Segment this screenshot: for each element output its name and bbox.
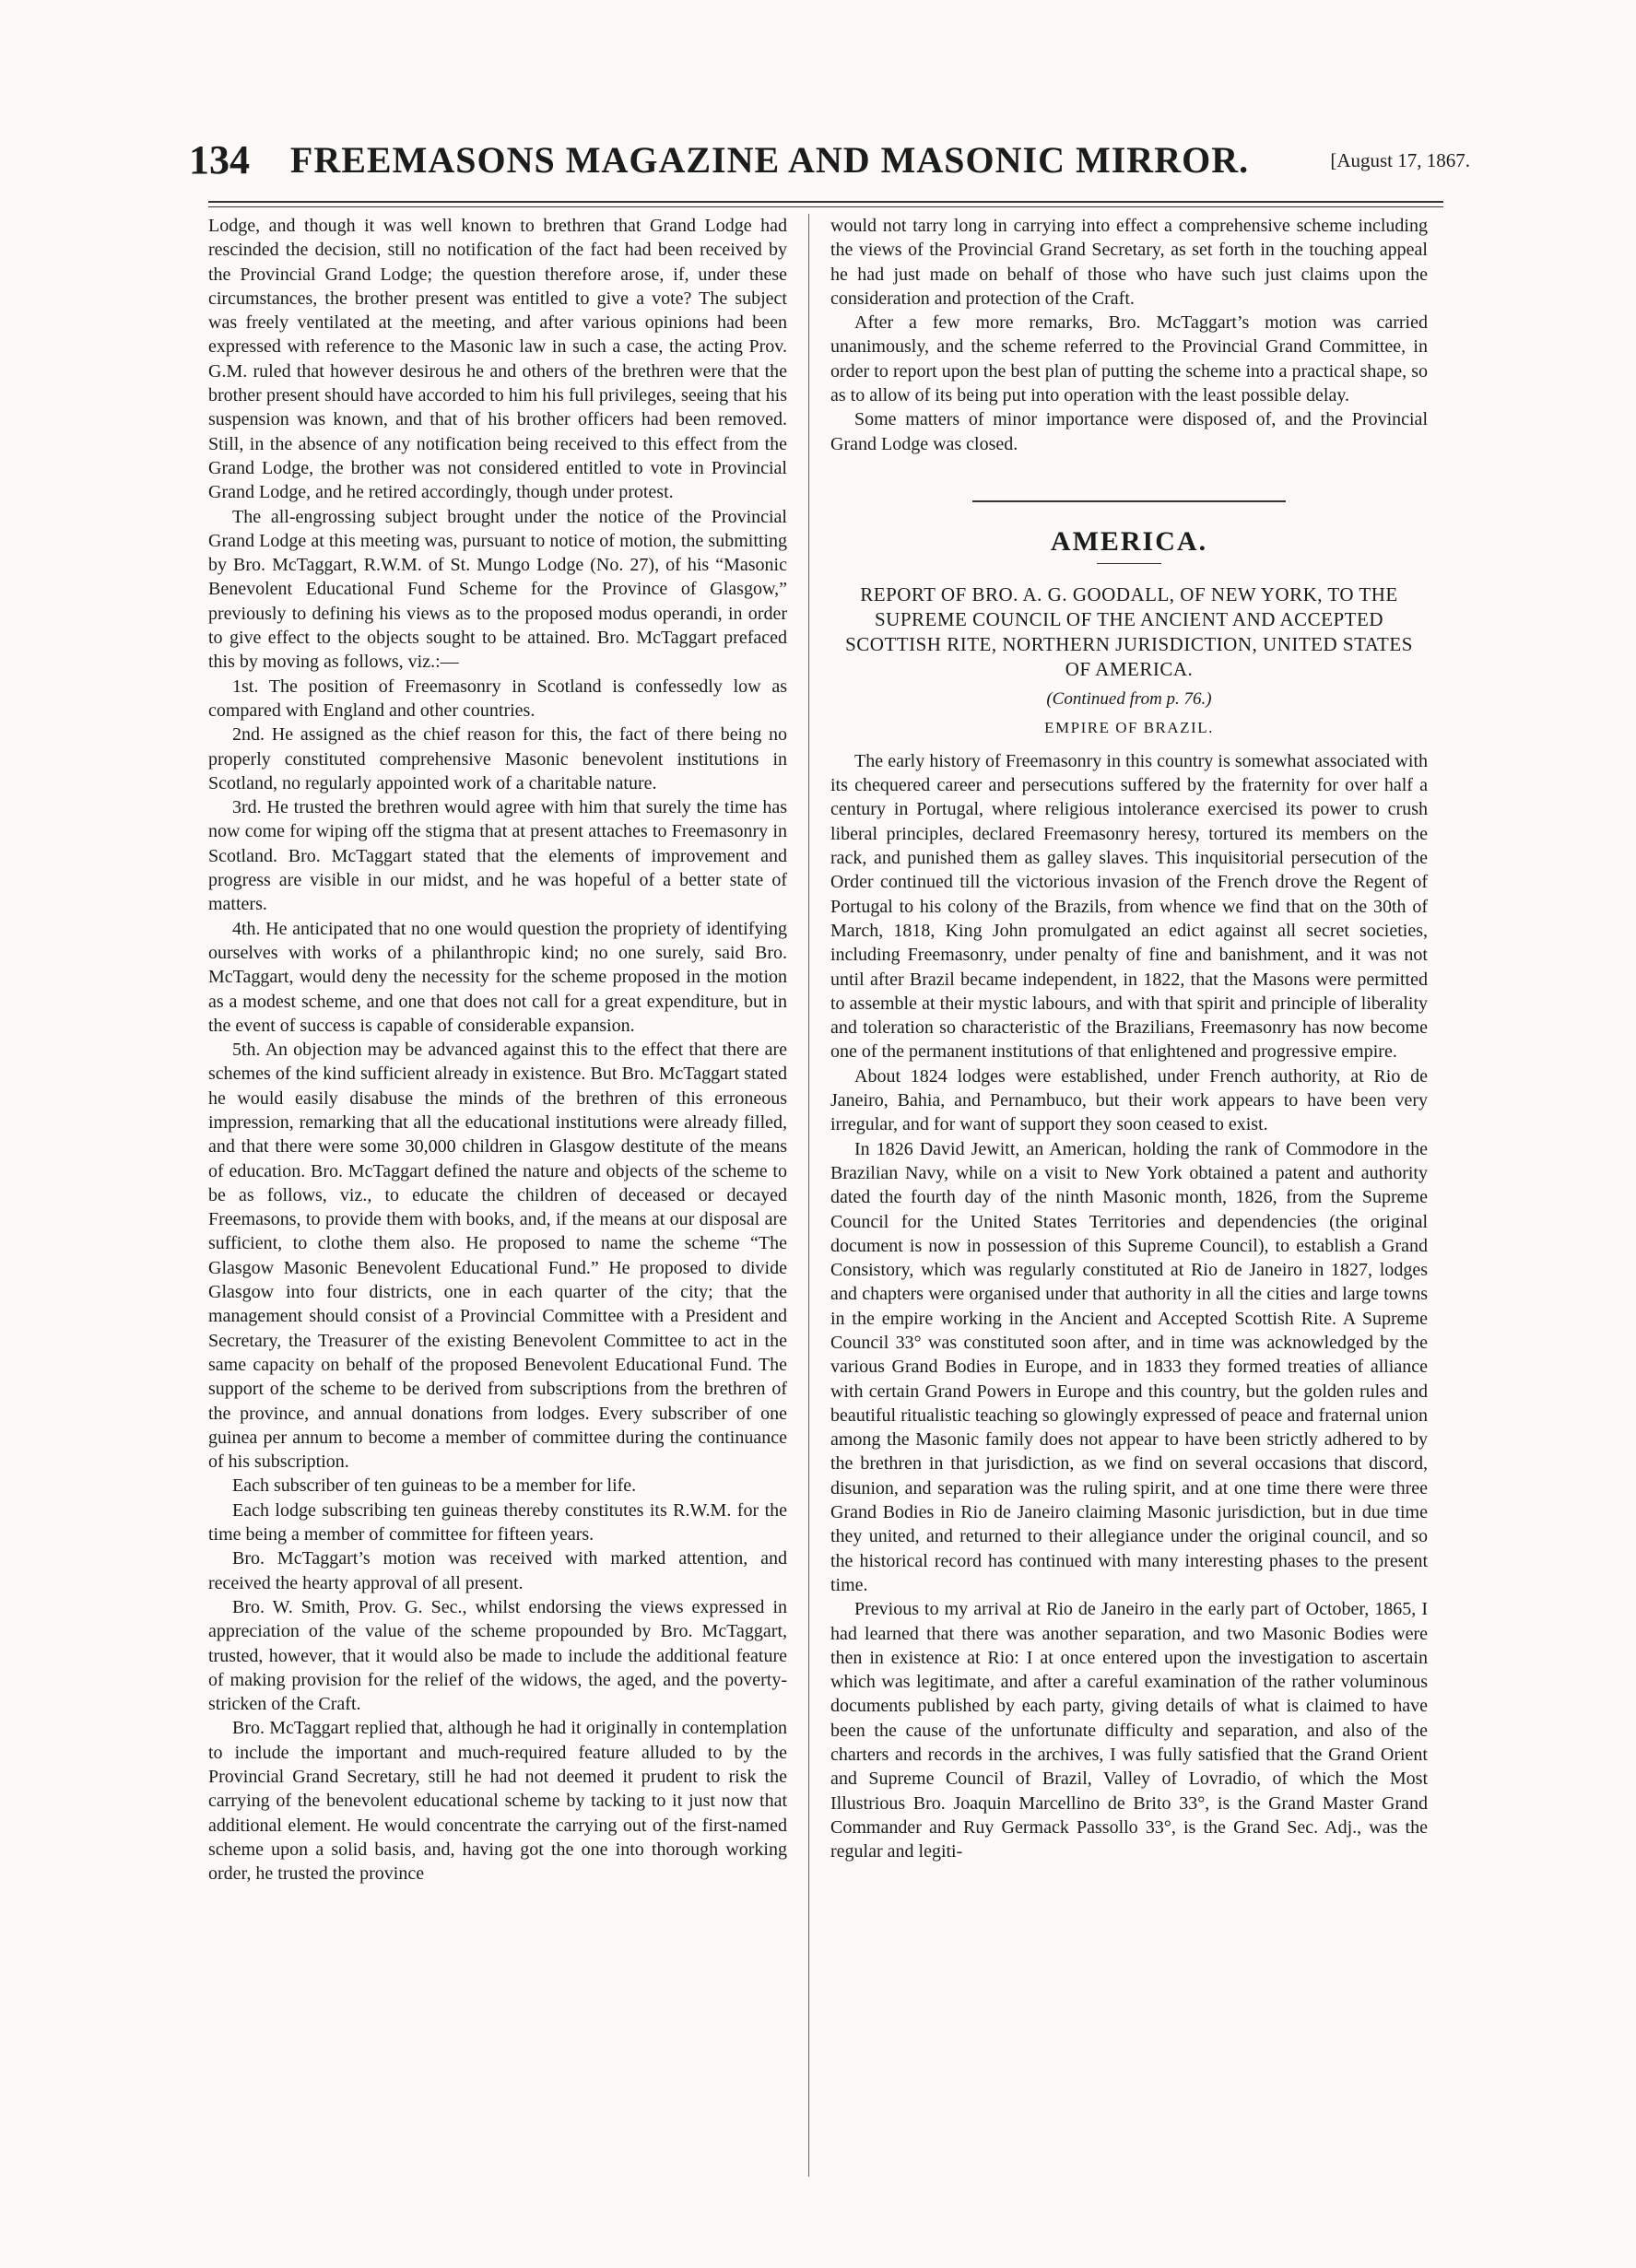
section-underline: [1097, 563, 1161, 564]
paragraph: Previous to my arrival at Rio de Janeiro in the early part of October, 1865, I had learned that there was another separation, and two Masonic Bodies were then in existence at Rio: I at once entered upon the investigation to ascertain which was legitimate, and after a careful examination of the rather voluminous documents published by each party, giving details of what is claimed to have been the cause of the unfortunate difficulty and separation, and also of the charters and records in the archives, I was fully satisfied that the Grand Orient and Supreme Council of Brazil, Valley of Lovradio, of which the Most Illustrious Bro. Joaquin Marcellino de Brito 33°, is the Grand Master Grand Commander and Ruy Germack Passollo 33°, is the Grand Sec. Adj., was the regular and legiti-: [830, 1599, 1428, 1863]
continuation-note: (Continued from p. 76.): [1046, 689, 1212, 710]
paragraph: 2nd. He assigned as the chief reason for this, the fact of there being no properly constituted comprehensive Masonic benevolent institutions in Scotland, no regularly appointed work of a charitable nature.: [208, 724, 787, 793]
paragraph: would not tarry long in carrying into effect a comprehensive scheme including the views of the Provincial Grand Secretary, as set forth in the touching appeal he had just made on behalf of those who have such just claims upon the consideration and protection of the Craft.: [830, 216, 1428, 309]
header-rule-thin: [208, 206, 1443, 207]
paragraph: Each lodge subscribing ten guineas thereby constitutes its R.W.M. for the time being a member of committee for fifteen years.: [208, 1499, 787, 1545]
page-number: 134: [189, 137, 250, 182]
paragraph: In 1826 David Jewitt, an American, holding the rank of Commodore in the Brazilian Navy, while on a visit to New York obtained a patent and authority dated the fourth day of the ninth Masonic month, 1826, from the Supreme Council for the United States Territories and dependencies (the original document is now in possession of this Supreme Council), to establish a Grand Consistory, which was regularly constituted at Rio de Janeiro in 1827, lodges and chapters were organised under that authority in all the cities and large towns in the empire working in the Ancient and Accepted Scottish Rite. A Supreme Council 33° was constituted soon after, and in time was acknowledged by the various Grand Bodies in Europe, and in 1833 they formed treaties of alliance with certain Grand Powers in Europe and this country, but the golden rules and beautiful ritualistic teaching so glowingly expressed of peace and fraternal union among the Masonic family does not appear to have been strictly adhered to by the brethren in that jurisdiction, as we find on several occasions that discord, disunion, and separation was the ruling spirit, and at one time there were three Grand Bodies in Rio de Janeiro claiming Masonic jurisdiction, but in due time they united, and returned to their allegiance under the original council, and so the historical record has continued with many interesting phases to the present time.: [830, 1138, 1428, 1595]
paragraph: After a few more remarks, Bro. McTaggart’s motion was carried unanimously, and the scheme referred to the Provincial Grand Committee, in order to report upon the best plan of putting the scheme into a practical shape, so as to allow of its being put into operation with the least possible delay.: [830, 312, 1428, 406]
page-header: [189, 136, 1470, 192]
paragraph: Each subscriber of ten guineas to be a member for life.: [232, 1475, 637, 1497]
paragraph: Lodge, and though it was well known to brethren that Grand Lodge had rescinded the decision, still no notification of the fact had been received by the Provincial Grand Lodge; the question therefore arose, if, under these circumstances, the brother present was entitled to give a vote? The subject was freely ventilated at the meeting, and after various opinions had been expressed with reference to the Masonic law in such a case, the acting Prov. G.M. ruled that however desirous he and others of the brethren were that the brother present should have accorded to him his full privileges, seeing that his suspension was known, and that of his brother officers had been removed. Still, in the absence of any notification being received to this effect from the Grand Lodge, the brother was not considered entitled to vote in Provincial Grand Lodge, and he retired accordingly, though under protest.: [208, 216, 787, 503]
paragraph: Bro. W. Smith, Prov. G. Sec., whilst endorsing the views expressed in appreciation of the value of the scheme propounded by Bro. McTaggart, trusted, however, that it would also be made to include the additional feature of making provision for the relief of the widows, the aged, and the poverty-stricken of the Craft.: [208, 1596, 787, 1715]
left-column: [208, 214, 787, 1886]
article-subheading: EMPIRE OF BRAZIL.: [1044, 718, 1214, 736]
article-title: REPORT OF BRO. A. G. GOODALL, OF NEW YORK, TO THE SUPREME COUNCIL OF THE ANCIENT AND ACCEPTED SCOTTISH RITE, NORTHERN JURISDICTION, UNITED STATES OF AMERICA.: [845, 583, 1413, 681]
section-title: AMERICA.: [1050, 525, 1208, 557]
paragraph: 1st. The position of Freemasonry in Scotland is confessedly low as compared with England and other countries.: [208, 676, 787, 721]
paragraph: About 1824 lodges were established, under French authority, at Rio de Janeiro, Bahia, and Pernambuco, but their work appears to have been very irregular, and for want of support they soon ceased to exist.: [830, 1065, 1428, 1135]
issue-date: [August 17, 1867.: [1330, 149, 1470, 171]
paragraph: Bro. McTaggart replied that, although he had it originally in contemplation to include the important and much-required feature alluded to by the Provincial Grand Secretary, still he had not deemed it prudent to risk the carrying of the benevolent educational scheme by tacking to it just now that additional element. He would concentrate the carrying out of the first-named scheme upon a solid basis, and, having got the one into thorough working order, he trusted the province: [208, 1718, 787, 1885]
right-column: [830, 214, 1428, 1864]
paragraph: 3rd. He trusted the brethren would agree with him that surely the time has now come for wiping off the stigma that at present attaches to Freemasonry in Scotland. Bro. McTaggart stated that the elements of improvement and progress are visible in our midst, and he was hopeful of a better state of matters.: [208, 797, 787, 915]
masthead-title: FREEMASONS MAGAZINE AND MASONIC MIRROR.: [289, 139, 1250, 181]
header-rule: [208, 201, 1443, 203]
paragraph: 4th. He anticipated that no one would question the propriety of identifying ourselves with works of a philanthropic kind; no one surely, said Bro. McTaggart, would deny the necessity for the scheme proposed in the motion as a modest scheme, and one that does not call for a great expenditure, but in the event of success is capable of considerable expansion.: [208, 918, 787, 1036]
paragraph: Some matters of minor importance were disposed of, and the Provincial Grand Lodge was closed.: [830, 409, 1428, 454]
paragraph: The early history of Freemasonry in this country is somewhat associated with its chequered career and persecutions suffered by the fraternity for over half a century in Portugal, where religious intolerance exercised its power to crush liberal principles, declared Freemasonry heresy, tortured its members on the rack, and punished them as galley slaves. This inquisitorial persecution of the Order continued till the victorious invasion of the French drove the Regent of Portugal to his colony of the Brazils, from whence we find that on the 30th of March, 1818, King John promulgated an edict against all secret societies, including Freemasonry, under penalty of fine and banishment, and it was not until after Brazil became independent, in 1822, that the Masons were permitted to assemble at their mystic labours, and with that spirit and principle of liberality and toleration so characteristic of the Brazilians, Freemasonry has now become one of the permanent institutions of that enlightened and progressive empire.: [830, 750, 1428, 1063]
column-divider: [808, 214, 809, 2177]
paragraph: The all-engrossing subject brought under the notice of the Provincial Grand Lodge at this meeting was, pursuant to notice of motion, the submitting by Bro. McTaggart, R.W.M. of St. Mungo Lodge (No. 27), of his “Masonic Benevolent Educational Fund Scheme for the Province of Glasgow,” previously to defining his views as to the proposed modus operandi, in order to give effect to the objects sought to be attained. Bro. McTaggart prefaced this by moving as follows, viz.:—: [208, 506, 787, 673]
paragraph: 5th. An objection may be advanced against this to the effect that there are schemes of the kind sufficient already in existence. But Bro. McTaggart stated he would easily disabuse the minds of the brethren of this erroneous impression, remarking that all the educational institutions were already filled, and that there were some 30,000 children in Glasgow destitute of the means of education. Bro. McTaggart defined the nature and objects of the scheme to be as follows, viz., to educate the children of deceased or decayed Freemasons, to provide them with books, and, if the means at our disposal are sufficient, to clothe them also. He proposed to name the scheme “The Glasgow Masonic Benevolent Educational Fund.” He proposed to divide Glasgow into four districts, one in each quarter of the city; that the management should consist of a Provincial Committee with a President and Secretary, the Treasurer of the existing Benevolent Committee to act in the same capacity on behalf of the proposed Benevolent Educational Fund. The support of the scheme to be derived from subscriptions from the brethren of the province, and annual donations from lodges. Every subscriber of one guinea per annum to become a member of committee during the continuance of his subscription.: [208, 1040, 787, 1473]
section-divider: [972, 500, 1286, 502]
paragraph: Bro. McTaggart’s motion was received with marked attention, and received the hearty approval of all present.: [208, 1548, 787, 1593]
